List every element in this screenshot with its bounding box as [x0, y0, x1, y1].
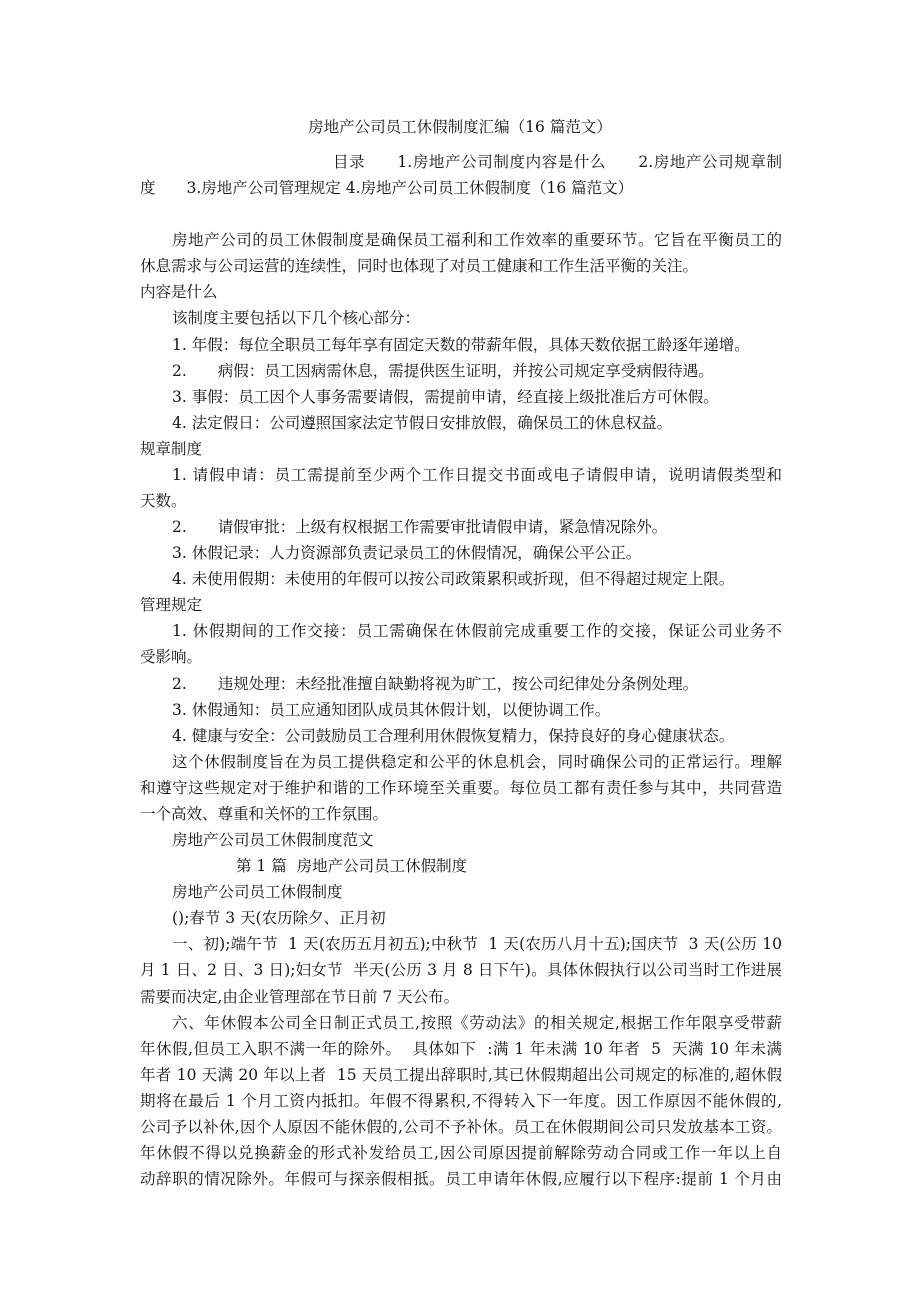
paragraph-line: 该制度主要包括以下几个核心部分：	[172, 309, 421, 328]
list-item-line: 2. 请假审批：上级有权根据工作需要审批请假申请，紧急情况除外。	[172, 518, 668, 537]
paragraph-line: 和遵守这些规定对于维护和谐的工作环境至关重要。每位员工都有责任参与其中，共同营造	[140, 778, 782, 797]
paragraph-line: 年休假不得以兑换薪金的形式补发给员工,因公司原因提前解除劳动合同或工作一年以上自	[140, 1143, 782, 1162]
list-item-line: 3. 休假通知：员工应通知团队成员其休假计划，以便协调工作。	[172, 700, 611, 719]
blank-line	[140, 201, 782, 227]
list-item-line: 4. 健康与安全：公司鼓励员工合理利用休假恢复精力，保持良好的身心健康状态。	[172, 726, 735, 745]
list-item-line: 1. 请假申请：员工需提前至少两个工作日提交书面或电子请假申请，说明请假类型和	[172, 465, 782, 484]
list-item-line: 2. 违规处理：未经批准擅自缺勤将视为旷工，按公司纪律处分条例处理。	[172, 674, 699, 693]
list-item-line: 3. 事假：员工因个人事务需要请假，需提前申请，经直接上级批准后方可休假。	[172, 387, 719, 406]
section-heading: 管理规定	[140, 596, 203, 615]
paragraph-line: 这个休假制度旨在为员工提供稳定和公平的休息机会，同时确保公司的正常运行。理解	[172, 752, 782, 771]
list-item-line: 4. 未使用假期：未使用的年假可以按公司政策累积或折现，但不得超过规定上限。	[172, 570, 735, 589]
list-item-line: 1. 年假：每位全职员工每年享有固定天数的带薪年假，具体天数依据工龄逐年递增。	[172, 335, 750, 354]
list-item-line: 4. 法定假日：公司遵照国家法定节假日安排放假，确保员工的休息权益。	[172, 413, 673, 432]
section-heading: 内容是什么	[140, 283, 218, 302]
paragraph-line: 月 1 日、2 日、3 日);妇女节 半天(公历 3 月 8 日下午)。具体休假执行以公司当时工作进展	[140, 961, 782, 980]
paragraph-line: 需要而决定,由企业管理部在节日前 7 天公布。	[140, 987, 460, 1006]
list-item-line: 3. 休假记录：人力资源部负责记录员工的休假情况，确保公平公正。	[172, 544, 642, 563]
paragraph-line: 休息需求与公司运营的连续性，同时也体现了对员工健康和工作生活平衡的关注。	[140, 257, 699, 276]
paragraph-line: 房地产公司的员工休假制度是确保员工福利和工作效率的重要环节。它旨在平衡员工的	[172, 231, 782, 250]
list-item-line: 1. 休假期间的工作交接：员工需确保在休假前完成重要工作的交接，保证公司业务不	[172, 622, 782, 641]
toc-line: 目录 1.房地产公司制度内容是什么 2.房地产公司规章制	[333, 153, 782, 171]
paragraph-line: 一个高效、尊重和关怀的工作氛围。	[140, 804, 389, 823]
section-heading: 规章制度	[140, 439, 203, 458]
paragraph-line: 期将在最后 1 个月工资内抵扣。年假不得累积,不得转入下一年度。因工作原因不能休假的,	[140, 1091, 782, 1110]
section-heading: 房地产公司员工休假制度范文	[172, 831, 374, 850]
list-item-line: 2. 病假：员工因病需休息，需提供医生证明，并按公司规定享受病假待遇。	[172, 361, 714, 380]
list-item-line: 受影响。	[140, 648, 203, 667]
chapter-title: 第 1 篇 房地产公司员工休假制度	[236, 857, 468, 876]
paragraph-line: 年者 10 天满 20 年以上者 15 天员工提出辞职时,其已休假期超出公司规定的标准的,超休假	[140, 1065, 782, 1084]
paragraph-line: 年休假,但员工入职不满一年的除外。 具体如下 :满 1 年未满 10 年者 5 天满 10 年未满	[140, 1039, 782, 1058]
sample-doc-title: 房地产公司员工休假制度	[172, 883, 343, 902]
document-body	[140, 149, 782, 1192]
paragraph-line: 公司予以补休,因个人原因不能休假的,公司不予补休。员工在休假期间公司只发放基本工资。	[140, 1117, 782, 1136]
paragraph-line: ();春节 3 天(农历除夕、正月初	[172, 909, 386, 928]
list-item-line: 天数。	[140, 492, 187, 511]
paragraph-line: 一、初);端午节 1 天(农历五月初五);中秋节 1 天(农历八月十五);国庆节 3 天(公历 10	[172, 935, 782, 954]
paragraph-line: 动辞职的情况除外。年假可与探亲假相抵。员工申请年休假,应履行以下程序:提前 1 个月由	[140, 1170, 782, 1189]
document-title: 房地产公司员工休假制度汇编（16 篇范文）	[308, 118, 612, 136]
toc-line: 度 3.房地产公司管理规定 4.房地产公司员工休假制度（16 篇范文）	[140, 179, 634, 198]
paragraph-line: 六、年休假本公司全日制正式员工,按照《劳动法》的相关规定,根据工作年限享受带薪	[172, 1013, 782, 1032]
